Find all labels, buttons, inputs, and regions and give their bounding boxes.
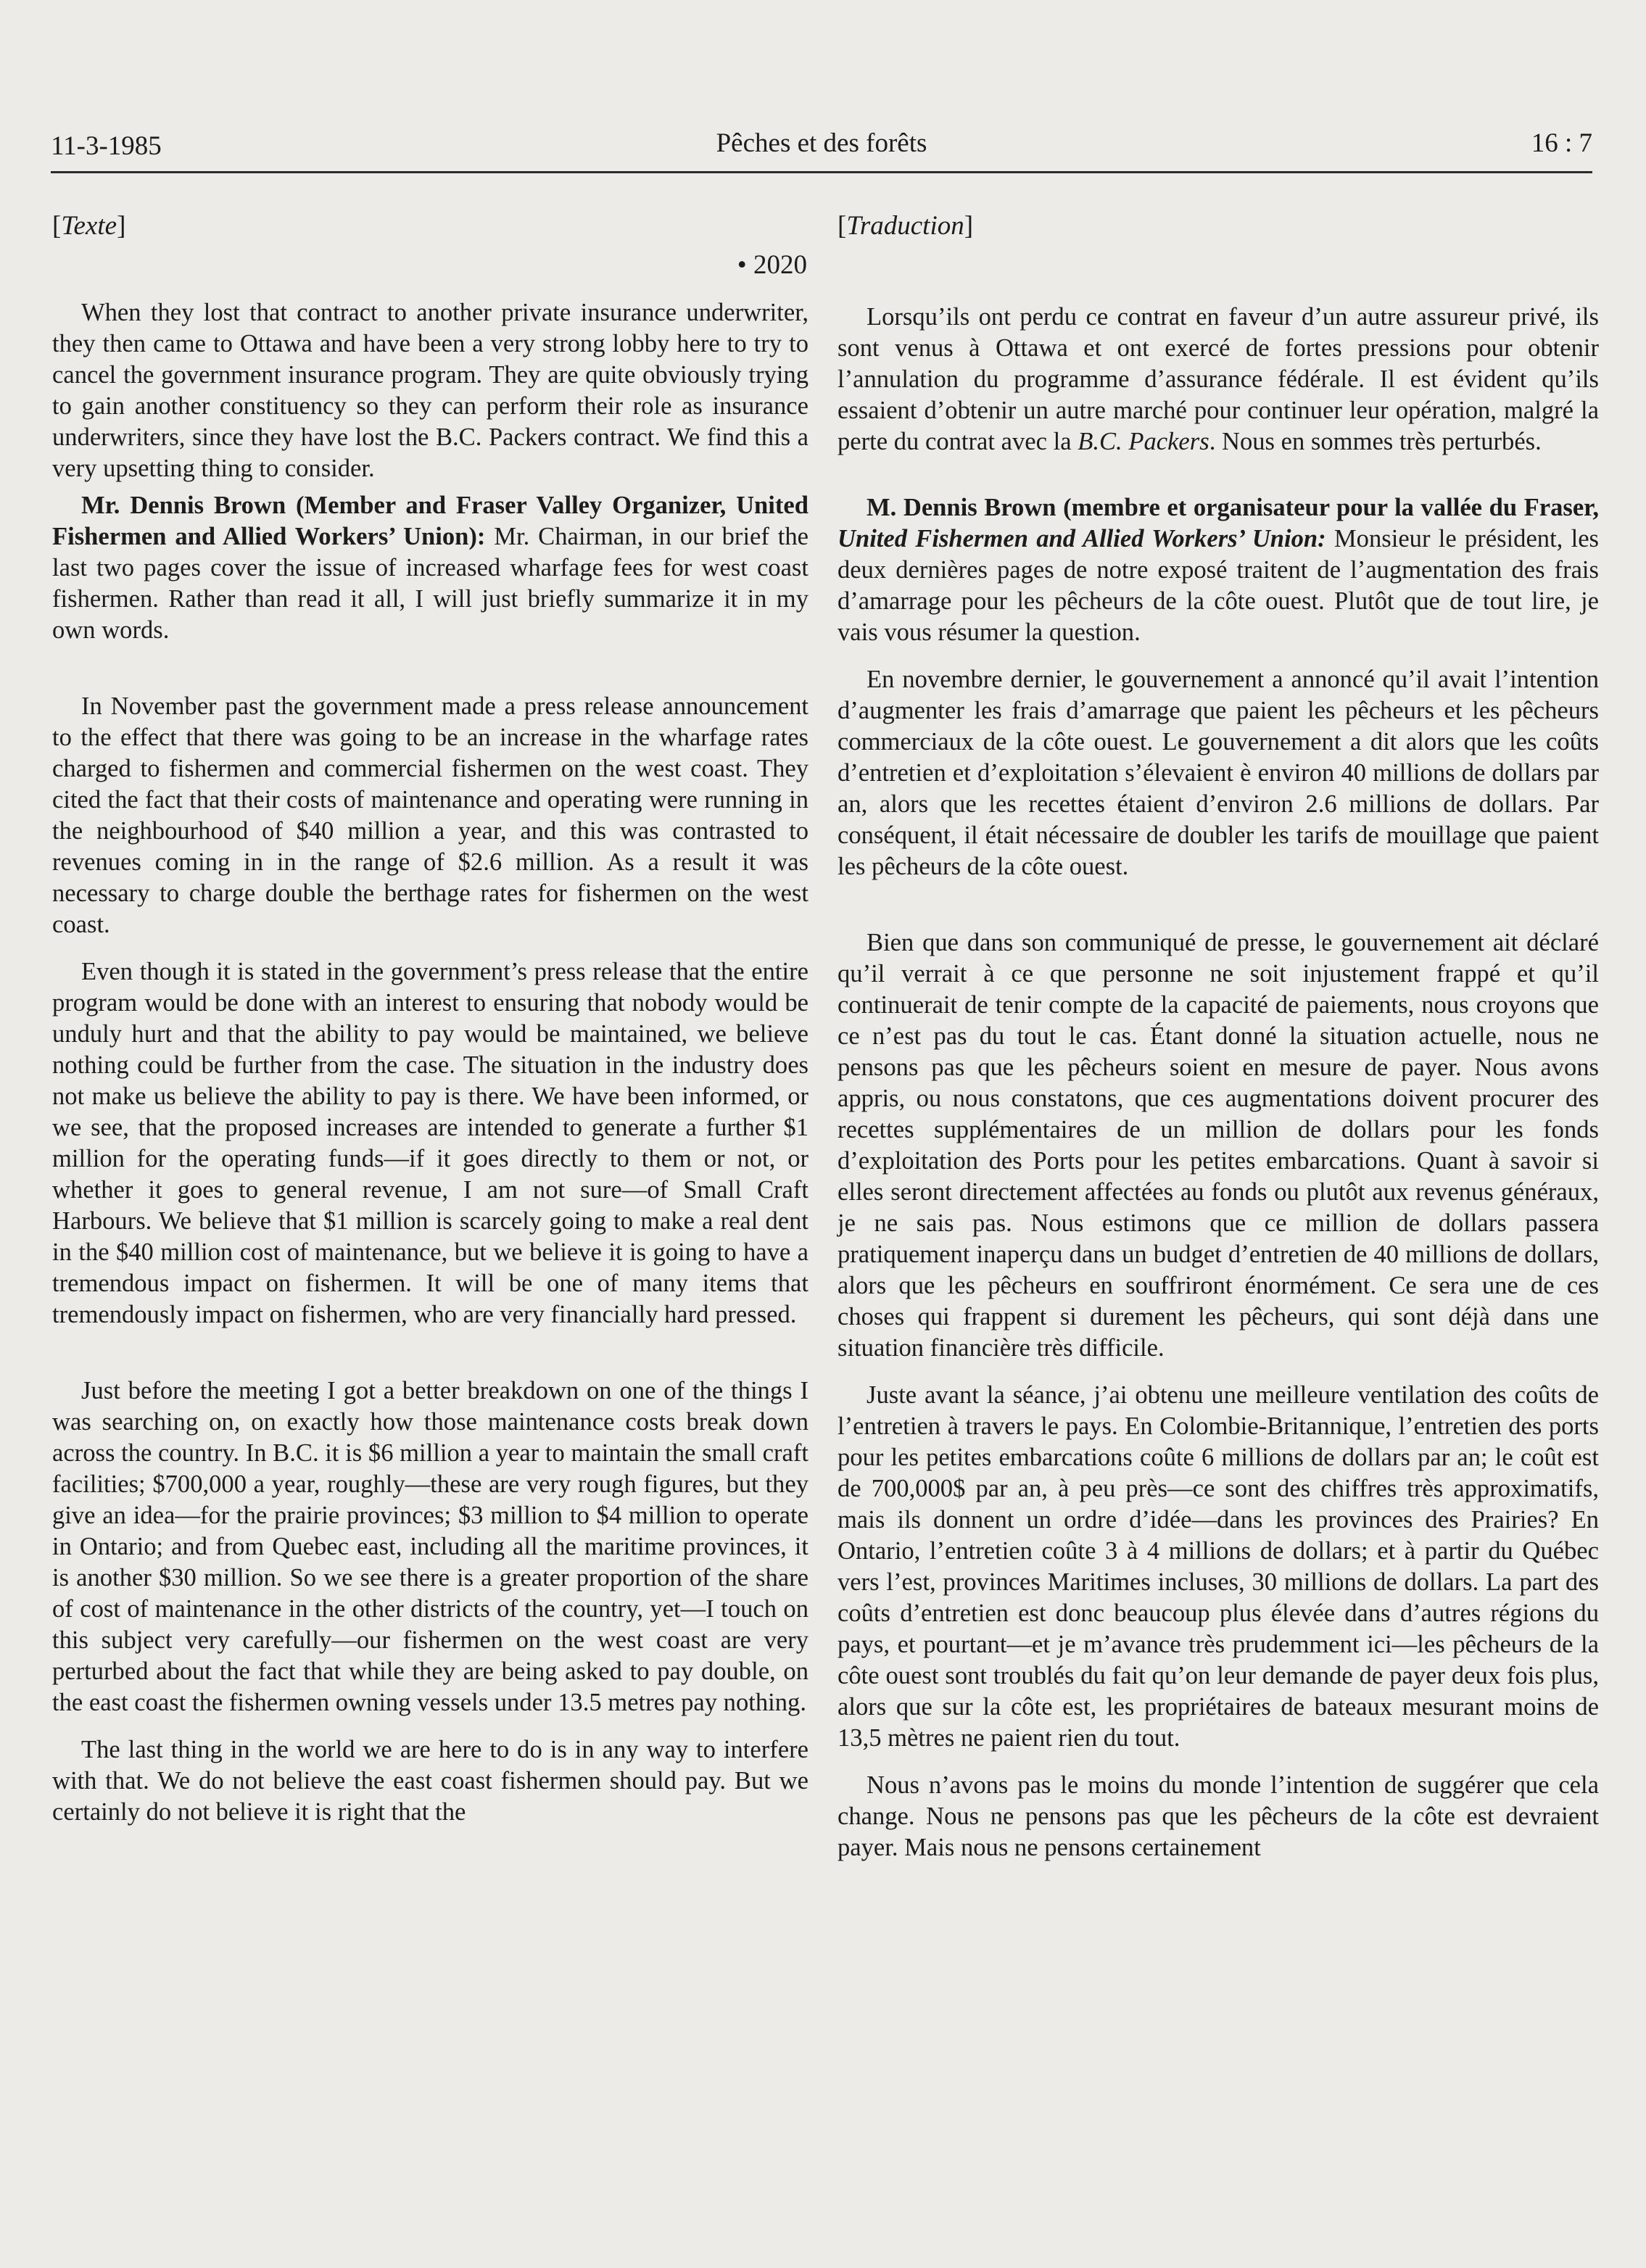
paragraph: Juste avant la séance, j’ai obtenu une meilleure ventilation des coûts de l’entretien à travers le pays. En Colombie-Britannique, l’entretien des ports pour les petites embarcations coûte 6 millions de dollars par an; le coût est de 700,000$ par an, à peu près—ce sont des chiffres très approximatifs, mais ils donnent un ordre d’idée—dans les provinces des Prairies? En Ontario, l’entretien coûte 3 à 4 millions de dollars; et à partir du Québec vers l’est, provinces Maritimes incluses, 30 millions de dollars. La part des coûts d’entretien est donc beaucoup plus élevée dans d’autres régions du pays, et pourtant—et je m’avance très prudemment ici—les pêcheurs de la côte ouest sont troublés du fait qu’on leur demande de payer deux fois plus, alors que sur la côte est, les propriétaires de bateaux mesurant moins de 13,5 mètres ne paient rien du tout. [838,1381,1599,1752]
speaker-paragraph: M. Dennis Brown (membre et organisateur pour la vallée du Fraser, United Fishermen and Allied Workers’ Union: Monsieur le président, les deux dernières pages de notre exposé traitent de l’augmentation des frais d’amarrage pour les pêcheurs de la côte ouest. Plutôt que de tout lire, je vais vous résumer la question. [838,494,1599,646]
time-marker: • 2020 [737,250,807,280]
paragraph: Lorsqu’ils ont perdu ce contrat en faveur d’un autre assureur privé, ils sont venus à Ottawa et ont exercé de fortes pressions pour obtenir l’annulation du programme d’assurance fédérale. Il est évident qu’ils essaient d’obtenir un autre marché pour continuer leur opération, malgré la perte du contrat avec la B.C. Packers. Nous en sommes très perturbés. [838,303,1599,455]
paragraph: Bien que dans son communiqué de presse, le gouvernement ait déclaré qu’il verrait à ce que personne ne soit injustement frappé et qu’il continuerait de tenir compte de la capacité de paiements, nous croyons que ce n’est pas du tout le cas. Étant donné la situation actuelle, nous ne pensons pas que les pêcheurs soient en mesure de payer. Nous avons appris, ou nous constatons, que ces augmentations doivent procurer des recettes supplémentaires de un million de dollars pour les fonds d’exploitation des Ports pour les petites embarcations. Quant à savoir si elles seront directement affectées au fonds ou plutôt aux revenus généraux, je ne sais pas. Nous estimons que ce million de dollars passera pratiquement inaperçu dans un budget d’entretien de 40 millions de dollars, alors que les pêcheurs en souffriront énormément. Ce sera une de ces choses qui frappent si durement les pêcheurs, qui sont déjà dans une situation financière très difficile. [838,929,1599,1362]
page-header [51,128,1592,173]
union-name: United Fishermen and Allied Workers’ Union: [838,525,1326,552]
paragraph: The last thing in the world we are here to do is in any way to interfere with that. We do not believe the east coast fishermen should pay. But we certainly do not believe it is right that the [52,1736,808,1826]
paragraph: Just before the meeting I got a better breakdown on one of the things I was searching on, on exactly how those maintenance costs break down across the country. In B.C. it is $6 million a year to maintain the small craft facilities; $700,000 a year, roughly—these are very rough figures, but they give an idea—for the prairie provinces; $3 million to $4 million to operate in Ontario; and from Quebec east, including all the maritime provinces, it is another $30 million. So we see there is a greater proportion of the share of cost of maintenance in the other districts of the country, yet—I touch on this subject very carefully—our fishermen on the west coast are very perturbed about the fact that while they are being asked to pay double, on the east coast the fishermen owning vessels under 13.5 metres pay nothing. [52,1377,808,1716]
column-label-texte: [Texte] [52,211,126,241]
header-page-number: 16 : 7 [1531,128,1592,158]
paragraph: En novembre dernier, le gouvernement a annoncé qu’il avait l’intention d’augmenter les frais d’amarrage que paient les pêcheurs et les pêcheurs commerciaux de la côte ouest. Le gouvernement a dit alors que les coûts d’entretien et d’exploitation s’élevaient è environ 40 millions de dollars par an, alors que les recettes étaient d’environ 2.6 millions de dollars. Par conséquent, il était nécessaire de doubler les tarifs de mouillage que paient les pêcheurs de la côte ouest. [838,666,1599,880]
paragraph: When they lost that contract to another private insurance underwriter, they then came to Ottawa and have been a very strong lobby here to try to cancel the government insurance program. They are quite obviously trying to gain another constituency so they can perform their role as insurance underwriters, since they have lost the B.C. Packers contract. We find this a very upsetting thing to consider. [52,299,808,482]
speaker-name: M. Dennis Brown (membre et organisateur pour la vallée du Fraser, [867,494,1599,521]
header-title: Pêches et des forêts [716,128,927,158]
paragraph: Nous n’avons pas le moins du monde l’intention de suggérer que cela change. Nous ne pensons pas que les pêcheurs de la côte est devraient payer. Mais nous ne pensons certainement [838,1771,1599,1861]
english-column [52,210,808,1828]
paragraph: Even though it is stated in the government’s press release that the entire program would be done with an interest to ensuring that nobody would be unduly hurt and that the ability to pay would be maintained, we believe nothing could be further from the case. The situation in the industry does not make us believe the ability to pay is there. We have been informed, or we see, that the proposed increases are intended to generate a further $1 million for the operating funds—if it goes directly to them or not, or whether it goes to general revenue, I am not sure—of Small Craft Harbours. We believe that $1 million is scarcely going to make a real dent in the $40 million cost of maintenance, but we believe it is going to have a tremendous impact on fishermen. It will be one of many items that tremendously impact on fishermen, who are very financially hard pressed. [52,958,808,1328]
header-date: 11-3-1985 [51,131,162,161]
speaker-name: Mr. Dennis Brown (Member and Fraser Valley Organizer, United Fishermen and Allied Workers’ Union): [52,492,808,550]
speaker-paragraph: Mr. Dennis Brown (Member and Fraser Valley Organizer, United Fishermen and Allied Workers’ Union): Mr. Chairman, in our brief the last two pages cover the issue of increased wharfage fees for west coast fishermen. Rather than read it all, I will just briefly summarize it in my own words. [52,492,809,644]
paragraph: In November past the government made a press release announcement to the effect that there was going to be an increase in the wharfage rates charged to fishermen and commercial fishermen on the west coast. They cited the fact that their costs of maintenance and operating were running in the neighbourhood of $40 million a year, and this was contrasted to revenues coming in in the range of $2.6 million. As a result it was necessary to charge double the berthage rates for fishermen on the west coast. [52,692,808,938]
french-column [838,210,1599,1863]
column-label-traduction: [Traduction] [838,211,974,241]
